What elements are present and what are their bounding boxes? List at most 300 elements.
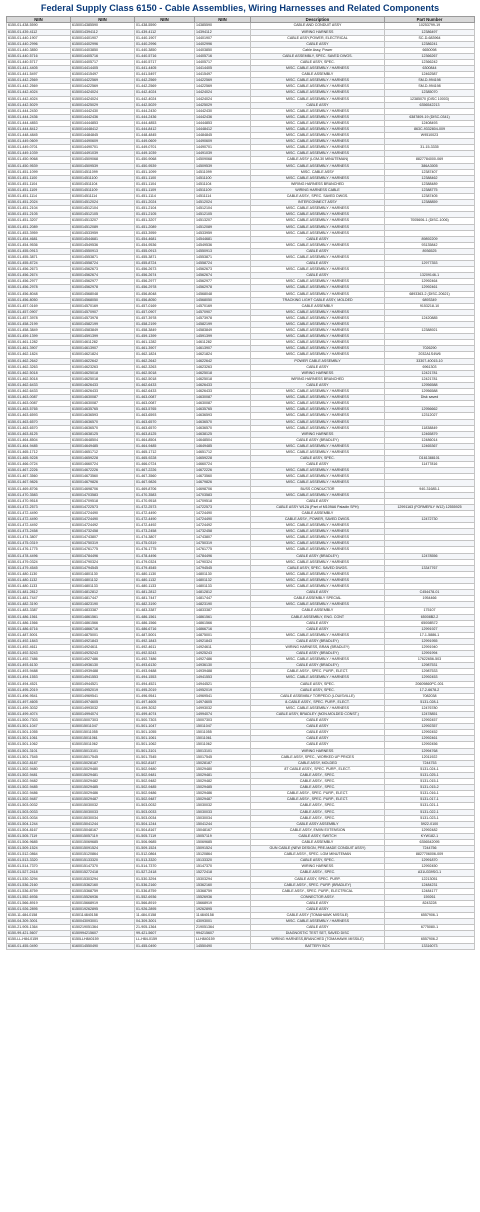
niin-full-cell: 6150014509068 bbox=[71, 157, 135, 163]
nsn-cell: 6150-01-461-1282 bbox=[7, 340, 71, 346]
nsn-cell: 6150-01-444-4853 bbox=[7, 120, 71, 126]
description-cell: CABLE ASSY (BRADLEY) bbox=[251, 638, 385, 644]
niin-full-cell: 6150015029487 bbox=[71, 797, 135, 803]
niin-digits-cell: 15303294 bbox=[195, 876, 251, 882]
description-cell: WIRING HARNESS CABLE bbox=[251, 187, 385, 193]
nsn-cell: 6150-01-500-7303 bbox=[7, 718, 71, 724]
niin-digits-cell: 15028187 bbox=[195, 760, 251, 766]
part-number-cell: 12388921 bbox=[385, 328, 475, 334]
niin-full-cell: 6150014939488 bbox=[71, 669, 135, 675]
niin-digits-cell: 14861561 bbox=[195, 614, 251, 620]
niin-digits-cell: 14549536 bbox=[195, 242, 251, 248]
description-cell: CABLE ASSY,POWER, ELECTRICAL bbox=[251, 35, 385, 41]
nsn-cell: 6150-01-502-9485 bbox=[7, 785, 71, 791]
niin-short-cell: 01-530-3294 bbox=[135, 876, 195, 882]
description-cell: GUN CABLE (NEW DESIGN, PRE-MADE CONDUIT ASSY) bbox=[251, 846, 385, 852]
description-cell: MISC. CABLE ASSEMBLY / HARNESS bbox=[251, 291, 385, 297]
description-cell: CABLE ASSY bbox=[251, 364, 385, 370]
niin-digits-cell: 15017545 bbox=[195, 754, 251, 760]
nsn-cell: 6150-01-504-1244 bbox=[7, 821, 71, 827]
description-cell: MISC. CABLE ASSEMBLY / HARNESS bbox=[251, 78, 385, 84]
niin-full-cell: 6150014994074 bbox=[71, 712, 135, 718]
niin-digits-cell: 15120864 bbox=[195, 852, 251, 858]
niin-digits-cell: 14570907 bbox=[195, 309, 251, 315]
niin-short-cell: 01-481-2812 bbox=[135, 590, 195, 596]
niin-short-cell: 01-536-8759 bbox=[135, 888, 195, 894]
niin-full-cell: 6150014936130 bbox=[71, 663, 135, 669]
part-number-cell: 12992482 bbox=[385, 827, 475, 833]
part-number-cell: 5131-022-1 bbox=[385, 809, 475, 815]
description-cell: CABLE ASSY, SPEC. bbox=[251, 687, 385, 693]
part-number-cell: 17-1-5886-1 bbox=[385, 632, 475, 638]
niin-short-cell: 01-463-6593 bbox=[135, 413, 195, 419]
niin-full-cell: 6150015011062 bbox=[71, 742, 135, 748]
niin-digits-cell: 14724490 bbox=[195, 510, 251, 516]
description-cell: MISC. CABLE ASSEMBLY / HARNESS bbox=[251, 657, 385, 663]
nsn-cell: 6150-01-442-2569 bbox=[7, 78, 71, 84]
part-number-cell: 5131-023-1 bbox=[385, 815, 475, 821]
nsn-cell: 6160-01-455-0490 bbox=[7, 943, 71, 949]
niin-full-cell: 6150015029482 bbox=[71, 779, 135, 785]
description-cell: MISC. CABLE ASSEMBLY / HARNESS bbox=[251, 523, 385, 529]
niin-full-cell: 6150014385590 bbox=[71, 23, 135, 29]
description-cell: CABLE ASSEMBLY bbox=[251, 839, 385, 845]
niin-short-cell: 01-470-9518 bbox=[135, 498, 195, 504]
nsn-cell: 6150-01-456-8050 bbox=[7, 297, 71, 303]
description-cell: WIRING HARNESS bbox=[251, 864, 385, 870]
description-cell: MISC. CABLE ASSEMBLY / HARNESS bbox=[251, 242, 385, 248]
niin-short-cell: 01-451-3207 bbox=[135, 218, 195, 224]
niin-full-cell: 6150014974605 bbox=[71, 699, 135, 705]
niin-full-cell: 6150014582199 bbox=[71, 322, 135, 328]
part-number-cell: 8243228 bbox=[385, 900, 475, 906]
niin-short-cell: 01-499-3032 bbox=[135, 705, 195, 711]
description-cell: CABLE ASSY, SPEC. bbox=[251, 456, 385, 462]
description-cell: CONNECTOR ASSY. bbox=[251, 894, 385, 900]
part-number-cell: 1954466 bbox=[385, 596, 475, 602]
nsn-cell: 6150-01-448-4845 bbox=[7, 133, 71, 139]
niin-full-cell: 6150014511100 bbox=[71, 175, 135, 181]
description-cell: WIRING HARNESS BRANCHED bbox=[251, 376, 385, 382]
niin-full-cell: 6150014659228 bbox=[71, 456, 135, 462]
description-cell: MISC. CABLE ASSEMBLY / HARNESS bbox=[251, 212, 385, 218]
nsn-cell: 6150-01-456-8048 bbox=[7, 291, 71, 297]
part-number-cell: 6300844 bbox=[385, 66, 475, 72]
niin-short-cell: 01-455-8724 bbox=[135, 261, 195, 267]
niin-full-cell: 6150014626433 bbox=[71, 382, 135, 388]
nsn-cell: 6150-01-438-5590 bbox=[7, 23, 71, 29]
nsn-cell: 6150-01-462-5018 bbox=[7, 370, 71, 376]
niin-digits-cell: 15011062 bbox=[195, 742, 251, 748]
description-cell: CABLE ASSY bbox=[251, 900, 385, 906]
part-number-cell: 12420885 bbox=[385, 315, 475, 321]
niin-full-cell: 6150015057119 bbox=[71, 833, 135, 839]
part-number-cell: 12991163 (FORMERLY W12) 12555925 bbox=[385, 504, 475, 510]
part-number-cell: 65008B2-2 bbox=[385, 614, 475, 620]
niin-full-cell: 6150014512104 bbox=[71, 206, 135, 212]
niin-full-cell: 6150014801130 bbox=[71, 571, 135, 577]
niin-digits-cell: 14679826 bbox=[195, 480, 251, 486]
niin-short-cell: 01-527-2418 bbox=[135, 870, 195, 876]
nsn-cell: 6150-01-454-9536 bbox=[7, 242, 71, 248]
niin-full-cell: 6150014511109 bbox=[71, 187, 135, 193]
niin-short-cell: 01-456-8050 bbox=[135, 297, 195, 303]
niin-full-cell: 6150014562978 bbox=[71, 285, 135, 291]
part-number-cell: 12366242 bbox=[385, 59, 475, 65]
niin-digits-cell: 14784496 bbox=[195, 553, 251, 559]
part-number-cell: 12366267 bbox=[385, 53, 475, 59]
nsn-cell: 6150-01-492-7486 bbox=[7, 657, 71, 663]
nsn-cell: 6150-01-470-9518 bbox=[7, 498, 71, 504]
part-number-cell: 13209146-1 bbox=[385, 273, 475, 279]
niin-digits-cell: 14553871 bbox=[195, 254, 251, 260]
nsn-cell: 6150-01-474-3807 bbox=[7, 535, 71, 541]
niin-short-cell: 01-441-5497 bbox=[135, 72, 195, 78]
nsn-cell: 6150-01-499-3032 bbox=[7, 705, 71, 711]
niin-short-cell: 11-484-0158 bbox=[135, 913, 195, 919]
part-number-cell: 6961303 bbox=[385, 364, 475, 370]
part-number-cell: 17-2-6678-2 bbox=[385, 687, 475, 693]
nsn-cell: 6150-01-480-1132 bbox=[7, 577, 71, 583]
niin-full-cell: 6150014623263 bbox=[71, 364, 135, 370]
part-number-cell: 12992461 bbox=[385, 736, 475, 742]
nsn-cell: 6150-01-463-0087 bbox=[7, 401, 71, 407]
description-cell: CABLE ASSY (BRADLEY) bbox=[251, 437, 385, 443]
description-cell: WIRING HARNESS, BRAN (BRADLEY) bbox=[251, 644, 385, 650]
nsn-cell: 6150-01-462-3263 bbox=[7, 364, 71, 370]
nsn-cell: 6150-01-451-2105 bbox=[7, 212, 71, 218]
part-number-cell: 5131-015-1 bbox=[385, 779, 475, 785]
description-cell: CABLE ASSY bbox=[251, 590, 385, 596]
nsn-cell: 6150-01-441-5497 bbox=[7, 72, 71, 78]
description-cell: CABLE ASSY., SPEC. bbox=[251, 779, 385, 785]
description-cell: MISC. CABLE ASSY bbox=[251, 169, 385, 175]
niin-full-cell: 6150043093001 bbox=[71, 919, 135, 925]
nsn-cell: 6150-99-421-5607 bbox=[7, 931, 71, 937]
part-number-cell: 12987531 bbox=[385, 663, 475, 669]
nsn-cell: 6150-01-479-0324 bbox=[7, 559, 71, 565]
nsn-cell: 6150-01-456-2978 bbox=[7, 285, 71, 291]
niin-short-cell: 01-455-0913 bbox=[135, 248, 195, 254]
niin-digits-cell: 14636593 bbox=[195, 413, 251, 419]
niin-short-cell: 01-448-4845 bbox=[135, 133, 195, 139]
description-cell: CABLE ASSY bbox=[251, 236, 385, 242]
part-number-cell: 12388859 bbox=[385, 200, 475, 206]
description-cell: MISC. CABLE ASSEMBLY / HARNESS bbox=[251, 632, 385, 638]
nsn-cell: 6150-01-444-2436 bbox=[7, 114, 71, 120]
niin-full-cell: 6150014941553 bbox=[71, 675, 135, 681]
description-cell: MISC. CABLE ASSEMBLY / HARNESS bbox=[251, 492, 385, 498]
description-cell: CABLE ASSY., POWER, SAVED DWGS. bbox=[251, 517, 385, 523]
niin-short-cell: 01-449-0609 bbox=[135, 139, 195, 145]
niin-digits-cell: 14512024 bbox=[195, 200, 251, 206]
niin-full-cell: 6150015017545 bbox=[71, 754, 135, 760]
niin-digits-cell: 14558724 bbox=[195, 261, 251, 267]
nsn-cell: 6150-01-473-2458 bbox=[7, 529, 71, 535]
niin-short-cell: 01-444-8412 bbox=[135, 127, 195, 133]
niin-full-cell: 6150014490609 bbox=[71, 139, 135, 145]
nsn-cell: 6150-01-501-3101 bbox=[7, 748, 71, 754]
niin-digits-cell: 14562977 bbox=[195, 279, 251, 285]
niin-full-cell: 6150015048167 bbox=[71, 827, 135, 833]
nsn-cell: 6150-01-462-6433 bbox=[7, 389, 71, 395]
niin-short-cell: 01-467-2226 bbox=[135, 468, 195, 474]
description-cell: MISC. CABLE ASSEMBLY / HARNESS bbox=[251, 151, 385, 157]
niin-full-cell: 6150014405717 bbox=[71, 59, 135, 65]
niin-short-cell: 01-500-7303 bbox=[135, 718, 195, 724]
description-cell: MISC. CABLE ASSEMBLY / HARNESS bbox=[251, 285, 385, 291]
niin-digits-cell: 15048167 bbox=[195, 827, 251, 833]
niin-short-cell: 01-451-2024 bbox=[135, 200, 195, 206]
table-body bbox=[7, 23, 475, 949]
niin-full-cell: 6150014533959 bbox=[71, 230, 135, 236]
description-cell: CABLE ASSY., SPEC. PURP., ELECT. bbox=[251, 797, 385, 803]
niin-short-cell: 01-502-8187 bbox=[135, 760, 195, 766]
niin-digits-cell: 14550913 bbox=[195, 248, 251, 254]
description-cell: CABLE ASSY bbox=[251, 498, 385, 504]
niin-short-cell: 01-451-2089 bbox=[135, 224, 195, 230]
nsn-cell: 6150-21-905-1364 bbox=[7, 925, 71, 931]
niin-short-cell: 01-456-2674 bbox=[135, 273, 195, 279]
description-cell: Cable Assy, Power bbox=[251, 47, 385, 53]
description-cell: MISC. CABLE ASSEMBLY / HARNESS bbox=[251, 705, 385, 711]
niin-short-cell: 01-503-0032 bbox=[135, 803, 195, 809]
part-number-cell: 12385070 bbox=[385, 90, 475, 96]
description-cell: MISC. CABLE ASSEMBLY / HARNESS bbox=[251, 163, 385, 169]
niin-digits-cell: 14611282 bbox=[195, 340, 251, 346]
nsn-cell: 6150-01-456-2977 bbox=[7, 279, 71, 285]
niin-full-cell: 6150014993032 bbox=[71, 705, 135, 711]
niin-short-cell: 01-457-0907 bbox=[135, 309, 195, 315]
nsn-cell: 6150-01-451-1109 bbox=[7, 187, 71, 193]
niin-digits-cell: 14583849 bbox=[195, 328, 251, 334]
niin-short-cell: 01-463-6570 bbox=[135, 419, 195, 425]
nsn-cell: 6150-01-566-8919 bbox=[7, 900, 71, 906]
niin-digits-cell: 14424024 bbox=[195, 96, 251, 102]
nsn-cell: 6150-01-465-9228 bbox=[7, 456, 71, 462]
part-number-cell: 20609860PC-001 bbox=[385, 681, 475, 687]
niin-digits-cell: 14866716 bbox=[195, 626, 251, 632]
niin-short-cell: 01-486-1561 bbox=[135, 614, 195, 620]
niin-short-cell: 01-456-2978 bbox=[135, 285, 195, 291]
nsn-cell: 6150-01-499-4074 bbox=[7, 712, 71, 718]
niin-digits-cell: 14944521 bbox=[195, 681, 251, 687]
niin-short-cell: 01-513-3320 bbox=[135, 858, 195, 864]
niin-digits-cell: 14732458 bbox=[195, 529, 251, 535]
niin-short-cell: 01-459-1399 bbox=[135, 334, 195, 340]
niin-full-cell: 6150014573978 bbox=[71, 315, 135, 321]
description-cell: CABLE AND CONDUIT ASSY bbox=[251, 23, 385, 29]
niin-full-cell: 6150014703583 bbox=[71, 492, 135, 498]
niin-full-cell: 6150014512105 bbox=[71, 212, 135, 218]
description-cell: CABLE ASSY, SPEC. PURP. bbox=[251, 876, 385, 882]
nsn-cell: 6150-01-464-8504 bbox=[7, 437, 71, 443]
niin-full-cell: 6150014969541 bbox=[71, 693, 135, 699]
niin-short-cell: 01-502-9480 bbox=[135, 766, 195, 772]
niin-short-cell: 01-495-2019 bbox=[135, 687, 195, 693]
part-number-cell: 12011922 bbox=[385, 754, 475, 760]
niin-digits-cell: 15526936 bbox=[195, 894, 251, 900]
description-cell: MISC. CABLE ASSEMBLY / HARNESS bbox=[251, 584, 385, 590]
nsn-cell: 6150-01-469-8706 bbox=[7, 486, 71, 492]
description-cell: CABLE ASSY, SPEC. bbox=[251, 59, 385, 65]
nsn-cell: 6150-01-462-2642 bbox=[7, 358, 71, 364]
description-cell: DIAGNOSTIC TEST SET, SAVED DISC bbox=[251, 931, 385, 937]
niin-full-cell: 6150014790324 bbox=[71, 559, 135, 565]
niin-digits-cell: 15013101 bbox=[195, 748, 251, 754]
description-cell: CABLE ASSY., SPEC. bbox=[251, 809, 385, 815]
niin-short-cell: 01-472-4490 bbox=[135, 510, 195, 516]
niin-digits-cell: 14425029 bbox=[195, 102, 251, 108]
description-cell: CABLE ASSY bbox=[251, 273, 385, 279]
description-cell: CABLE ASSY (BRADLEY) bbox=[251, 553, 385, 559]
nsn-cell: 6150-01-462-6433 bbox=[7, 382, 71, 388]
niin-digits-cell: 14722573 bbox=[195, 504, 251, 510]
niin-full-cell: 6150014636570 bbox=[71, 419, 135, 425]
niin-digits-cell: 14625018 bbox=[195, 370, 251, 376]
niin-digits-cell: 14511099 bbox=[195, 169, 251, 175]
niin-short-cell: 01-502-9482 bbox=[135, 779, 195, 785]
part-number-cell: 7026290 bbox=[385, 346, 475, 352]
niin-digits-cell: 14630087 bbox=[195, 401, 251, 407]
niin-short-cell: 04-309-3001 bbox=[135, 919, 195, 925]
part-number-cell: 12992457 bbox=[385, 718, 475, 724]
description-cell: MISC. CABLE ASSEMBLY / HARNESS bbox=[251, 90, 385, 96]
part-number-cell: 12486014 bbox=[385, 437, 475, 443]
niin-digits-cell: 15030034 bbox=[195, 815, 251, 821]
niin-digits-cell: 15029487 bbox=[195, 797, 251, 803]
niin-digits-cell: 14709518 bbox=[195, 498, 251, 504]
niin-short-cell: 01-478-4496 bbox=[135, 553, 195, 559]
niin-digits-cell: 14861566 bbox=[195, 620, 251, 626]
nsn-cell: 6150-01-472-2573 bbox=[7, 504, 71, 510]
niin-full-cell: 6150015011047 bbox=[71, 724, 135, 730]
niin-full-cell: 6150014724490 bbox=[71, 510, 135, 516]
description-cell: CABLE ASSEMBLY, SPEC. SAVED DWGS. bbox=[251, 53, 385, 59]
niin-full-cell: 6150014952019 bbox=[71, 687, 135, 693]
niin-short-cell: 01-451-1109 bbox=[135, 187, 195, 193]
niin-digits-cell: 14750319 bbox=[195, 541, 251, 547]
part-number-cell: 12992452 bbox=[385, 730, 475, 736]
nsn-cell: 6150-01-463-0087 bbox=[7, 395, 71, 401]
niin-digits-cell: 994215607 bbox=[195, 931, 251, 937]
niin-digits-cell: 14939488 bbox=[195, 669, 251, 675]
description-cell: CABLE ASSY W12A (Part of M109A6 Paladin SPH) bbox=[251, 504, 385, 510]
description-cell: CABLE ASSY, BRADLEY (NON-MOLDED CONST.) bbox=[251, 712, 385, 718]
niin-full-cell: 6150014924611 bbox=[71, 644, 135, 650]
col-header-part-number: Part Number bbox=[385, 17, 475, 23]
part-number-cell: 12312027 bbox=[385, 413, 475, 419]
nsn-cell: 6150-01-492-4611 bbox=[7, 644, 71, 650]
niin-short-cell: 01-494-1553 bbox=[135, 675, 195, 681]
part-number-cell: 5131-024-1 bbox=[385, 766, 475, 772]
niin-full-cell: 6150019262895 bbox=[71, 907, 135, 913]
description-cell: MISC. CABLE ASSEMBLY / HARNESS bbox=[251, 224, 385, 230]
niin-digits-cell: 14573978 bbox=[195, 315, 251, 321]
part-number-cell: 12408493 bbox=[385, 120, 475, 126]
niin-short-cell: 01-487-5001 bbox=[135, 632, 195, 638]
niin-full-cell: 6150014636593 bbox=[71, 413, 135, 419]
niin-digits-cell: 14817447 bbox=[195, 596, 251, 602]
description-cell: MISC. CABLE ASSEMBLY / HARNESS bbox=[251, 114, 385, 120]
niin-short-cell: 01-439-4112 bbox=[135, 29, 195, 35]
part-number-cell: 13347767 bbox=[385, 565, 475, 571]
niin-short-cell: 01-451-1099 bbox=[135, 169, 195, 175]
niin-digits-cell: 14405717 bbox=[195, 59, 251, 65]
niin-short-cell: 01-467-3560 bbox=[135, 474, 195, 480]
niin-full-cell: 6150014424024 bbox=[71, 96, 135, 102]
niin-digits-cell: 19262895 bbox=[195, 907, 251, 913]
niin-short-cell: 01-475-0319 bbox=[135, 541, 195, 547]
niin-short-cell: 01-465-1712 bbox=[135, 449, 195, 455]
niin-digits-cell: 14636570 bbox=[195, 425, 251, 431]
niin-short-cell: 01-492-1843 bbox=[135, 638, 195, 644]
niin-digits-cell: 14414405 bbox=[195, 66, 251, 72]
niin-short-cell: 01-492-5243 bbox=[135, 651, 195, 657]
nsn-cell: 6150-01-463-5765 bbox=[7, 407, 71, 413]
description-cell: 8T CABLE ASSY., SPEC. PURP., ELECT. bbox=[251, 766, 385, 772]
col-header-niin-digits: NIIN bbox=[195, 17, 251, 23]
niin-full-cell: 6150014511099 bbox=[71, 169, 135, 175]
niin-full-cell: 6150014638125 bbox=[71, 431, 135, 437]
part-number-cell: 12421781 bbox=[385, 370, 475, 376]
niin-full-cell: 6150014621824 bbox=[71, 352, 135, 358]
niin-full-cell: 6150014626433 bbox=[71, 389, 135, 395]
part-number-cell: 6356542095 bbox=[385, 839, 475, 845]
part-number-cell: 11838849 bbox=[385, 425, 475, 431]
niin-short-cell: 01-442-4024 bbox=[135, 90, 195, 96]
description-cell: CABLE ASSY, SPEC. SAVED DWGS. bbox=[251, 565, 385, 571]
part-number-cell: 6775080-1 bbox=[385, 925, 475, 931]
niin-digits-cell: 14924611 bbox=[195, 644, 251, 650]
nsn-cell: 6150-01-502-9480 bbox=[7, 766, 71, 772]
nsn-cell: 6150-01-497-4605 bbox=[7, 699, 71, 705]
part-number-cell: 12977353 bbox=[385, 261, 475, 267]
niin-short-cell: 01-480-1133 bbox=[135, 584, 195, 590]
description-cell: CABLE ASSY (LGM-30 MINUTEMAN) bbox=[251, 157, 385, 163]
description-cell: CABLE ASSY bbox=[251, 718, 385, 724]
niin-full-cell: 6150015091524 bbox=[71, 846, 135, 852]
niin-full-cell: 6150014403850 bbox=[71, 47, 135, 53]
nsn-cell: 6150-01-462-5018 bbox=[7, 376, 71, 382]
niin-full-cell: 6150014401907 bbox=[71, 35, 135, 41]
part-number-cell: 12388462 bbox=[385, 175, 475, 181]
niin-digits-cell: 14660724 bbox=[195, 462, 251, 468]
part-number-cell: 6893363-2 (DISC-20621) bbox=[385, 291, 475, 297]
niin-short-cell: 01-509-1524 bbox=[135, 846, 195, 852]
niin-digits-cell: 14568050 bbox=[195, 297, 251, 303]
niin-short-cell: 01-456-8048 bbox=[135, 291, 195, 297]
niin-digits-cell: 14442436 bbox=[195, 114, 251, 120]
description-cell: WIRING HARNESS bbox=[251, 370, 385, 376]
part-number-cell: 12992357 bbox=[385, 724, 475, 730]
niin-short-cell: 01-472-2573 bbox=[135, 504, 195, 510]
description-cell: MISC. CABLE ASSEMBLY / HARNESS bbox=[251, 401, 385, 407]
niin-full-cell: 6150014549536 bbox=[71, 242, 135, 248]
nsn-cell: 6150-01-454-4681 bbox=[7, 236, 71, 242]
niin-digits-cell: 15007303 bbox=[195, 718, 251, 724]
niin-digits-cell: 14823190 bbox=[195, 602, 251, 608]
niin-digits-cell: 14570169 bbox=[195, 303, 251, 309]
niin-full-cell: 6150014583849 bbox=[71, 328, 135, 334]
nsn-cell: 6150-01-502-9481 bbox=[7, 772, 71, 778]
niin-full-cell: 6150014709518 bbox=[71, 498, 135, 504]
nsn-cell: 6150-01-486-1561 bbox=[7, 614, 71, 620]
description-cell: MISC. CABLE ASSEMBLY / HARNESS bbox=[251, 449, 385, 455]
part-number-cell: 5131-015-2 bbox=[385, 785, 475, 791]
part-number-cell: Disk saved bbox=[385, 395, 475, 401]
nsn-cell: 6150-01-496-9541 bbox=[7, 693, 71, 699]
